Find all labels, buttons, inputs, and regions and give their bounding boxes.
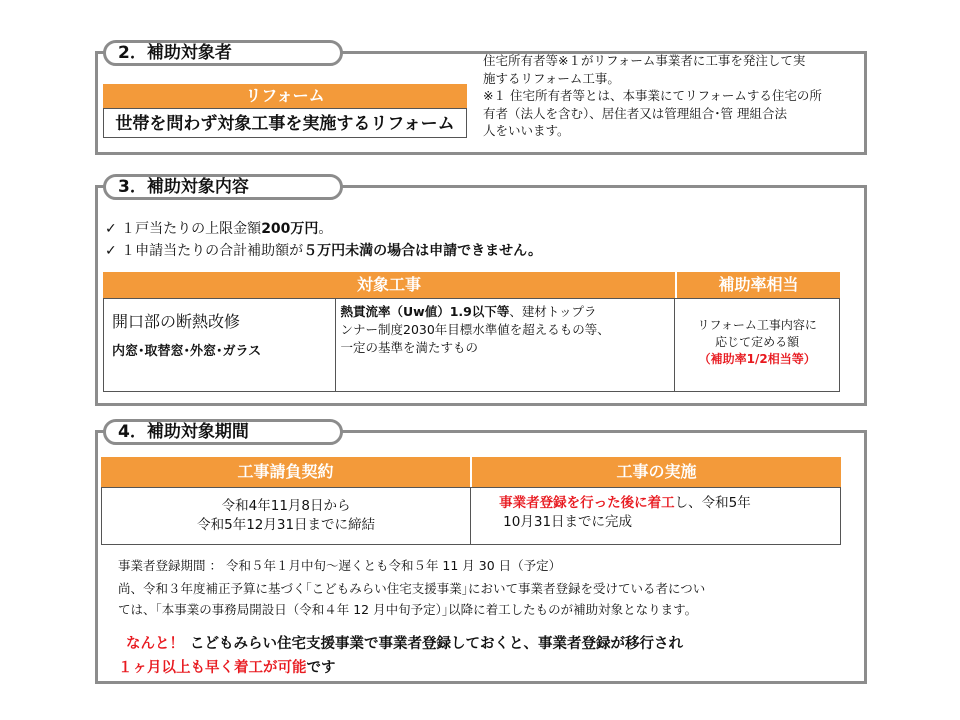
highlight-red: １ヶ月以上も早く着工が可能 xyxy=(118,660,307,676)
req-line2: ンナー制度2030年目標水準値を超えるもの等、 xyxy=(340,322,610,337)
section3-table xyxy=(103,298,840,392)
section4-title: 4．補助対象期間 xyxy=(103,419,343,445)
section2-note xyxy=(483,52,863,140)
rate-line1: リフォーム工事内容に xyxy=(697,318,817,332)
section2-note-line5: 人をいいます。 xyxy=(483,123,570,138)
highlight-suffix: です xyxy=(306,660,336,676)
rate-line2: 応じて定める額 xyxy=(715,335,800,349)
work-cell xyxy=(104,299,336,392)
rate-cell xyxy=(675,299,840,392)
contract-cell xyxy=(102,488,471,545)
section3-header-rate: 補助率相当 xyxy=(677,272,840,298)
work-name: 開口部の断熱改修 xyxy=(112,312,241,331)
section2-note-line3: ※１ 住宅所有者等とは、本事業にてリフォームする住宅の所 xyxy=(483,88,822,103)
check2-bold: ５万円未満の場合は申請できません。 xyxy=(303,243,543,259)
check1-bold: 200万円 xyxy=(261,221,319,237)
section2-reform-body: 世帯を問わず対象工事を実施するリフォーム xyxy=(103,108,467,138)
req-line1-rest: 、建材トップラ xyxy=(509,304,597,319)
contract-line1: 令和4年11月8日から xyxy=(221,498,351,514)
section4-period: 事業者登録期間 ： 令和５年１月中旬～遅くとも令和５年 11 月 30 日（予定） xyxy=(118,558,562,573)
section4-table xyxy=(101,487,841,545)
section4-highlight xyxy=(118,632,683,680)
req-line3: 一定の基準を満たすもの xyxy=(340,340,479,355)
section4-header-execution: 工事の実施 xyxy=(472,457,841,487)
req-bold: 熱貫流率（Uw値）1.9以下等 xyxy=(340,304,510,319)
section4-note xyxy=(118,578,705,620)
check1-suffix: 。 xyxy=(318,221,333,237)
section3-check2 xyxy=(105,240,542,260)
exec-line2: 10月31日までに完成 xyxy=(503,514,633,530)
exec-line1-rest: し、令和5年 xyxy=(674,495,751,511)
check2-prefix: ✓ １申請当たりの合計補助額が xyxy=(105,243,304,259)
section3-title: 3．補助対象内容 xyxy=(103,174,343,200)
section4-header-contract: 工事請負契約 xyxy=(101,457,470,487)
section2-reform-header: リフォーム xyxy=(103,84,467,108)
contract-line2: 令和5年12月31日までに締結 xyxy=(197,517,376,533)
section2-note-line4: 有者（法人を含む）、居住者又は管理組合･管 理組合法 xyxy=(483,105,787,121)
check1-prefix: ✓ １戸当たりの上限金額 xyxy=(105,221,262,237)
section2-note-line1: 住宅所有者等※１がリフォーム事業者に工事を発注して実 xyxy=(483,53,806,68)
execution-cell xyxy=(471,488,841,545)
section4-note-line2: ては、｢本事業の事務局開設日（令和４年 12 月中旬予定）｣以降に着工したものが補助対象となります。 xyxy=(118,602,698,617)
section2-title: 2．補助対象者 xyxy=(103,40,343,66)
section4-note-line1: 尚、令和３年度補正予算に基づく｢こどもみらい住宅支援事業｣において事業者登録を受けている者につい xyxy=(118,581,706,596)
work-sub: 内窓･取替窓･外窓･ガラス xyxy=(112,344,262,359)
section3-check1 xyxy=(105,218,332,238)
exec-red: 事業者登録を行った後に着工 xyxy=(499,495,675,511)
requirement-cell xyxy=(335,299,675,392)
rate-red: （補助率1/2相当等） xyxy=(698,352,816,366)
highlight-line1: こどもみらい住宅支援事業で事業者登録しておくと、事業者登録が移行され xyxy=(190,636,683,652)
section3-header-work: 対象工事 xyxy=(103,272,675,298)
nanto-label: なんと！ xyxy=(126,636,184,652)
section2-note-line2: 施するリフォーム工事。 xyxy=(483,70,620,86)
